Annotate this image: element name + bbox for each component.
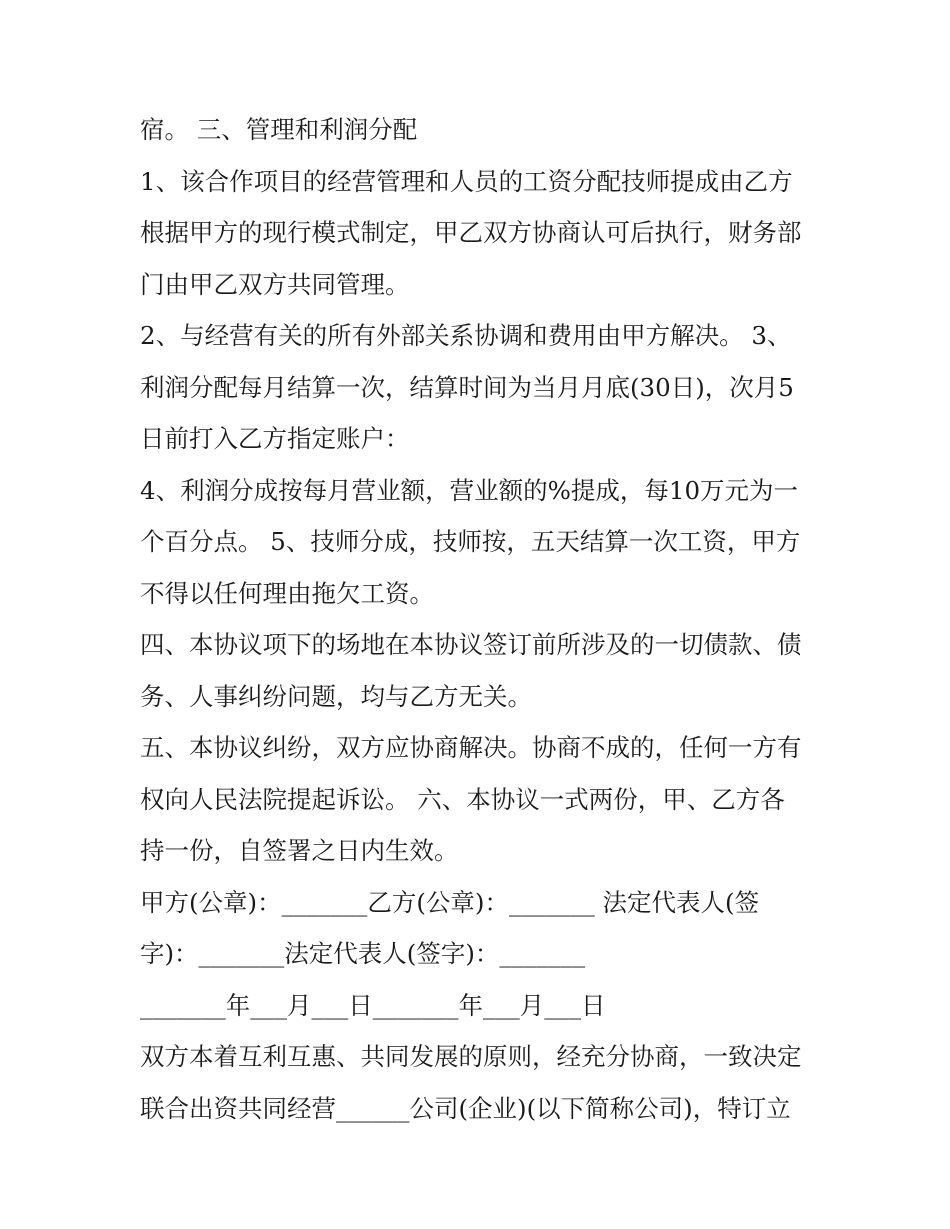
text-line: 根据甲方的现行模式制定，甲乙双方协商认可后执行，财务部 [140,218,802,247]
document-body [140,104,820,1134]
text-line: 门由甲乙双方共同管理。 [140,269,410,299]
date-line: _______年___月___日_______年___月___日 [140,990,606,1020]
signature-line: 甲方(公章)：_______乙方(公章)：_______ 法定代表人(签 [140,887,760,917]
text-line: 持一份，自签署之日内生效。 [140,836,459,865]
text-line: 4、利润分成按每月营业额，营业额的%提成，每10万元为一 [140,475,799,505]
text-line: 日前打入乙方指定账户： [140,424,410,453]
signature-line: 字)：_______法定代表人(签字)：_______ [140,939,586,968]
text-line: 宿。 三、管理和利润分配 [140,115,418,144]
text-line: 不得以任何理由拖欠工资。 [140,578,434,608]
text-line: 四、本协议项下的场地在本协议签订前所涉及的一切债款、债 [140,630,802,659]
text-line: 2、与经营有关的所有外部关系协调和费用由甲方解决。 3、 [140,321,792,350]
text-line: 个百分点。 5、技师分成，技师按，五天结算一次工资，甲方 [140,527,801,556]
text-line: 五、本协议纠纷，双方应协商解决。协商不成的，任何一方有 [140,733,802,762]
text-line: 1、该合作项目的经营管理和人员的工资分配技师提成由乙方 [140,166,793,196]
text-line: 利润分配每月结算一次，结算时间为当月月底(30日)，次月5 [140,372,794,402]
text-line: 权向人民法院提起诉讼。 六、本协议一式两份，甲、乙方各 [140,784,785,814]
text-line: 双方本着互利互惠、共同发展的原则，经充分协商，一致决定 [140,1042,802,1071]
text-line: 联合出资共同经营______公司(企业)(以下简称公司)，特订立 [140,1093,791,1123]
text-line: 务、人事纠纷问题，均与乙方无关。 [140,681,532,711]
